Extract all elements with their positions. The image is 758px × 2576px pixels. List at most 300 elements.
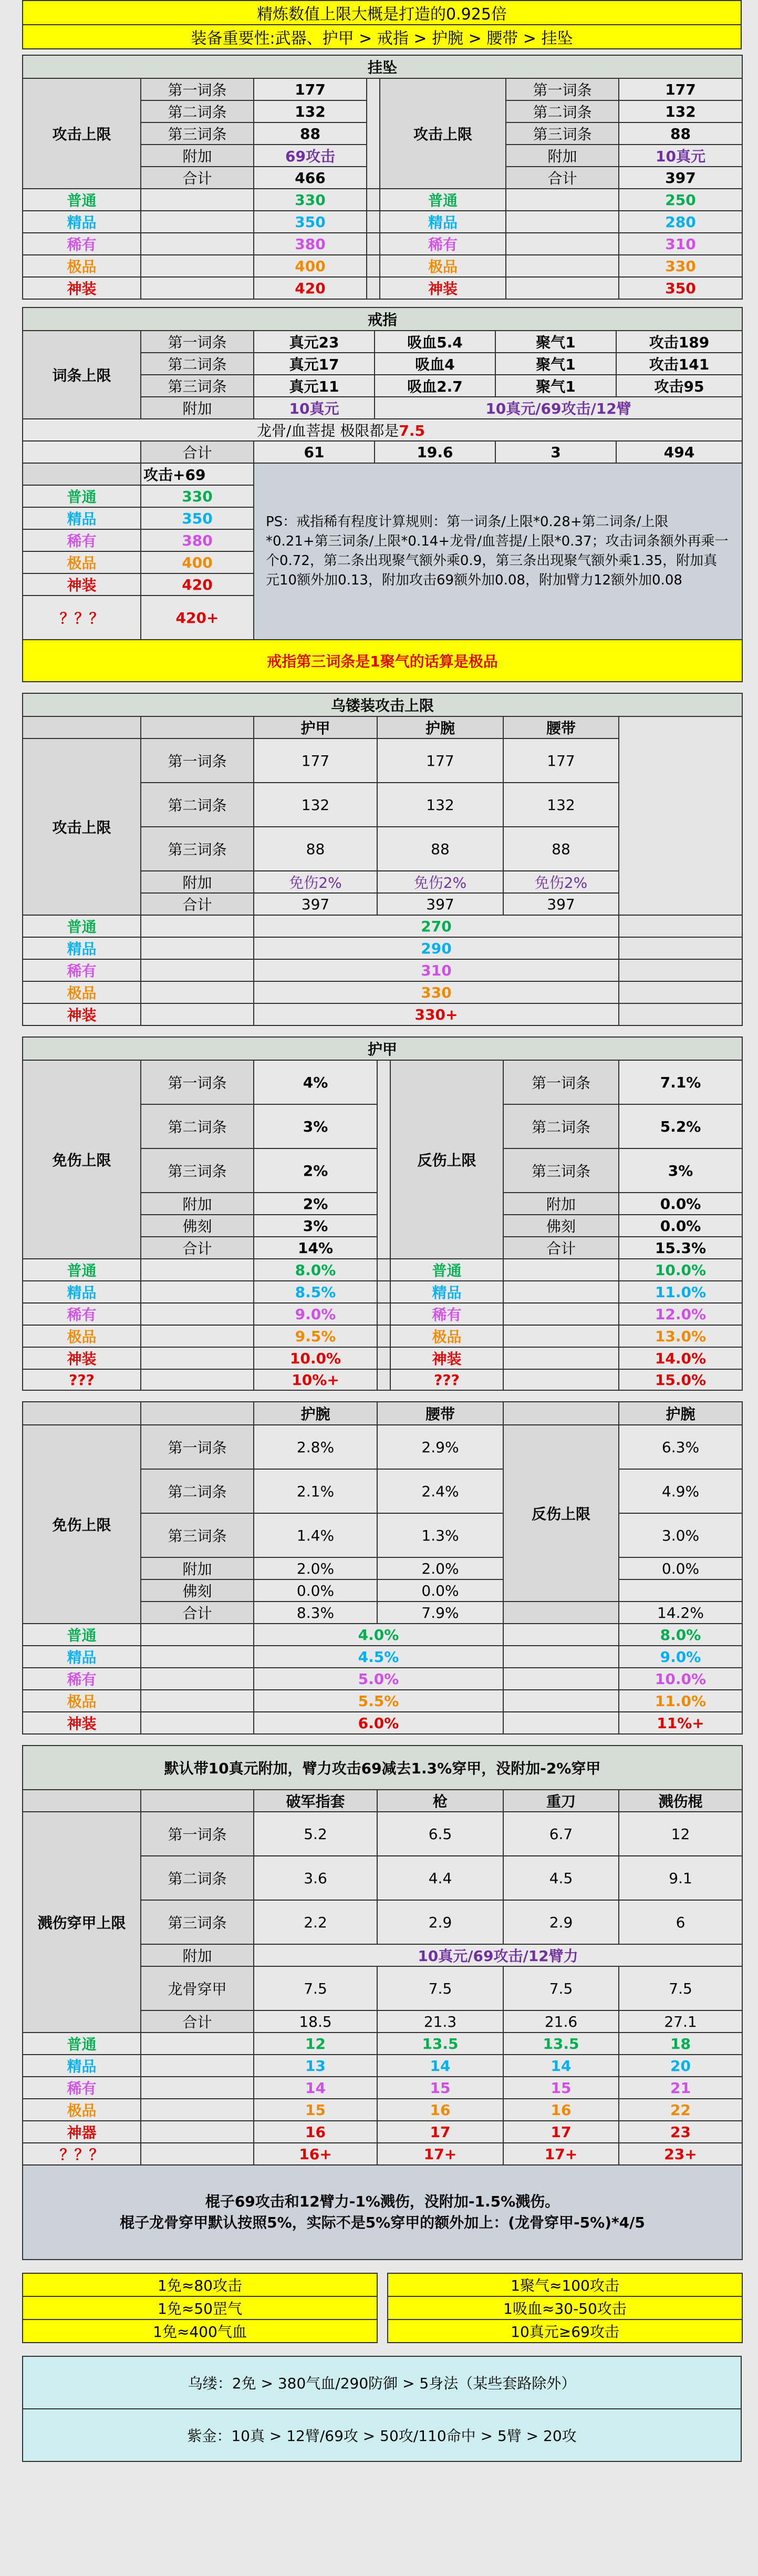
tier-value: 330: [141, 485, 254, 507]
value-cell: 132: [254, 783, 377, 827]
weapon-table: [22, 1745, 743, 2260]
tier-value: 9.0%: [254, 1303, 377, 1325]
tier-label: 普通: [23, 2033, 141, 2055]
row-label: 第一词条: [141, 331, 254, 353]
ring-cell: 吸血4: [375, 353, 495, 375]
armor-title: 护甲: [23, 1037, 742, 1060]
tier-value: 5.0%: [254, 1668, 503, 1690]
ring-total: 19.6: [375, 441, 495, 463]
row-label: 合计: [141, 893, 254, 915]
col-header: 重刀: [503, 1790, 619, 1812]
extra-cell: 免伤2%: [377, 871, 503, 893]
row-label: 佛刻: [141, 1579, 254, 1602]
total-cell: 21.6: [503, 2010, 619, 2033]
tier-value: 17: [377, 2121, 503, 2143]
ring-banner: 戒指第三词条是1聚气的话算是极品: [23, 640, 742, 682]
value-cell: 4.4: [377, 1856, 503, 1900]
weapon-banner: 默认带10真元附加，臂力攻击69减去1.3%穿甲，没附加-2%穿甲: [23, 1746, 742, 1790]
armor-right-label: 反伤上限: [390, 1060, 503, 1259]
tier-label: 精品: [23, 937, 141, 959]
ring-cell: 聚气1: [495, 353, 616, 375]
ring-total: 494: [616, 441, 742, 463]
ring-title: 戒指: [23, 307, 742, 331]
value-cell: 5.2: [254, 1812, 377, 1856]
wrist-belt-table: [22, 1401, 743, 1735]
attack-head: 攻击+69: [141, 463, 254, 485]
row-label: 附加: [503, 1193, 619, 1215]
total-cell: 14%: [254, 1237, 377, 1259]
col-header: 护腕: [377, 716, 503, 738]
tier-value: 310: [254, 959, 619, 981]
tier-label: 神器: [23, 2121, 141, 2143]
value-cell: 6.7: [503, 1812, 619, 1856]
tier-value: 16: [254, 2121, 377, 2143]
tier-label: 极品: [23, 551, 141, 573]
weapon-group-label: 溅伤穿甲上限: [23, 1812, 141, 2033]
tier-value: 280: [619, 211, 742, 233]
value-cell: 177: [254, 78, 367, 100]
total-cell: 8.3%: [254, 1602, 377, 1624]
value-cell: 3%: [619, 1148, 742, 1193]
tier-label: 普通: [23, 189, 141, 211]
value-cell: 2.9%: [377, 1425, 503, 1469]
ring-cell: 聚气1: [495, 375, 616, 397]
tier-value: 20: [619, 2055, 742, 2077]
pendant-left-group-label: 攻击上限: [23, 78, 141, 189]
header-table: [22, 0, 742, 49]
row-label: 第二词条: [503, 1104, 619, 1148]
tier-value: 14.0%: [619, 1347, 742, 1369]
total-cell: 18.5: [254, 2010, 377, 2033]
value-cell: 0.0%: [619, 1215, 742, 1237]
spreadsheet: [22, 0, 742, 2462]
value-cell: 1.4%: [254, 1513, 377, 1557]
col-header: 溅伤棍: [619, 1790, 742, 1812]
tier-value: 400: [254, 255, 367, 277]
tier-value: 17: [503, 2121, 619, 2143]
value-cell: 3%: [254, 1215, 377, 1237]
ring-total: 61: [254, 441, 375, 463]
row-label: 第二词条: [141, 783, 254, 827]
tier-value: 8.0%: [619, 1624, 742, 1646]
tier-value: 420: [141, 573, 254, 596]
value-cell: 3%: [254, 1104, 377, 1148]
tier-value: 9.0%: [619, 1646, 742, 1668]
conversion-left: 1免≈400气血: [23, 2320, 377, 2343]
ring-cell: 聚气1: [495, 331, 616, 353]
row-label: 第一词条: [141, 78, 254, 100]
tier-value: 10.0%: [619, 1668, 742, 1690]
pendant-table: [22, 55, 743, 300]
tier-label: 稀有: [23, 233, 141, 255]
weapon-note-1: 棍子69攻击和12臂力-1%溅伤，没附加-1.5%溅伤。: [205, 2193, 560, 2211]
row-label: 第一词条: [503, 1060, 619, 1104]
tier-value: 350: [254, 211, 367, 233]
tier-value: 330: [619, 255, 742, 277]
tier-value: 270: [254, 915, 619, 937]
value-cell: 2.4%: [377, 1469, 503, 1513]
tier-label: 精品: [23, 1281, 141, 1303]
value-cell: 132: [619, 100, 742, 122]
col-header: 护腕: [254, 1402, 377, 1425]
tier-value: 10.0%: [254, 1347, 377, 1369]
row-label: 附加: [141, 145, 254, 167]
tier-label: 神装: [23, 1347, 141, 1369]
row-label: 附加: [141, 871, 254, 893]
tier-value: 17+: [503, 2143, 619, 2165]
row-label: 第一词条: [141, 1812, 254, 1856]
conversion-table: [22, 2273, 743, 2343]
wulou-table: [22, 693, 743, 1026]
value-cell: 88: [619, 122, 742, 145]
conversion-left: 1免≈50罡气: [23, 2296, 377, 2320]
row-label: 第三词条: [503, 1148, 619, 1193]
row-label: 佛刻: [141, 1215, 254, 1237]
row-label: 第三词条: [141, 1513, 254, 1557]
wrist-left-label: 免伤上限: [23, 1425, 141, 1624]
priority-table: [22, 2356, 742, 2462]
row-label: 龙骨穿甲: [141, 1966, 254, 2010]
pendant-right-group-label: 攻击上限: [380, 78, 506, 189]
value-cell: 7.1%: [619, 1060, 742, 1104]
row-label: 第二词条: [141, 1856, 254, 1900]
pendant-title: 挂坠: [23, 55, 742, 78]
tier-label: ???: [390, 1369, 503, 1390]
page-title: 精炼数值上限大概是打造的0.925倍: [23, 1, 741, 25]
value-cell: 6.3%: [619, 1425, 742, 1469]
value-cell: 132: [377, 783, 503, 827]
row-label: 第三词条: [141, 1900, 254, 1944]
armor-table: [22, 1036, 743, 1391]
row-label: 合计: [141, 1602, 254, 1624]
ring-cell: 真元17: [254, 353, 375, 375]
tier-value: 17+: [377, 2143, 503, 2165]
tier-value: 16: [503, 2099, 619, 2121]
row-label: 第三词条: [141, 827, 254, 871]
value-cell: 2.9: [377, 1900, 503, 1944]
row-label: 第二词条: [141, 1104, 254, 1148]
priority-wulou: 乌缕：2免 > 380气血/290防御 > 5身法（某些套路除外）: [23, 2356, 741, 2409]
value-cell: 2.9: [503, 1900, 619, 1944]
row-label: 第一词条: [506, 78, 619, 100]
total-cell: 21.3: [377, 2010, 503, 2033]
value-cell: 88: [377, 827, 503, 871]
tier-value: 310: [619, 233, 742, 255]
tier-value: 10.0%: [619, 1259, 742, 1281]
tier-label: 普通: [390, 1259, 503, 1281]
tier-value: 16+: [254, 2143, 377, 2165]
tier-value: 23: [619, 2121, 742, 2143]
tier-value: 6.0%: [254, 1712, 503, 1734]
col-header: 腰带: [503, 716, 619, 738]
value-cell: 4.9%: [619, 1469, 742, 1513]
conversion-right: 1聚气≈100攻击: [388, 2273, 742, 2296]
ring-cell: 攻击95: [616, 375, 742, 397]
tier-label: 普通: [23, 915, 141, 937]
tier-label: 极品: [23, 1325, 141, 1347]
col-header: 护甲: [254, 716, 377, 738]
tier-value: 330: [254, 189, 367, 211]
tier-label: 极品: [380, 255, 506, 277]
value-cell: 177: [619, 78, 742, 100]
tier-label: ？？？: [23, 2143, 141, 2165]
tier-label: 神装: [23, 1003, 141, 1025]
tier-value: 22: [619, 2099, 742, 2121]
column-divider: [367, 78, 380, 189]
tier-label: 普通: [23, 1624, 141, 1646]
total-cell: 7.9%: [377, 1602, 503, 1624]
bone-note-value: 7.5: [399, 422, 425, 439]
value-cell: 177: [254, 738, 377, 783]
tier-label: 稀有: [23, 1303, 141, 1325]
ring-group-label: 词条上限: [23, 331, 141, 419]
tier-value: 11.0%: [619, 1281, 742, 1303]
row-label: 佛刻: [503, 1215, 619, 1237]
tier-label: 稀有: [23, 2077, 141, 2099]
row-label: 第三词条: [141, 1148, 254, 1193]
conversion-left: 1免≈80攻击: [23, 2273, 377, 2296]
conversion-right: 10真元≥69攻击: [388, 2320, 742, 2343]
row-label: 合计: [141, 167, 254, 189]
tier-value: 250: [619, 189, 742, 211]
tier-value: 21: [619, 2077, 742, 2099]
tier-value: 12: [254, 2033, 377, 2055]
value-cell: 7.5: [619, 1966, 742, 2010]
tier-label: 极品: [23, 981, 141, 1003]
tier-value: 400: [141, 551, 254, 573]
tier-value: 11.0%: [619, 1690, 742, 1712]
tier-value: 4.5%: [254, 1646, 503, 1668]
wrist-right-label: 反伤上限: [503, 1425, 619, 1602]
total-cell: 466: [254, 167, 367, 189]
value-cell: 0.0%: [619, 1557, 742, 1579]
col-header: 腰带: [377, 1402, 503, 1425]
tier-label: 精品: [390, 1281, 503, 1303]
ring-total: 3: [495, 441, 616, 463]
total-cell: 27.1: [619, 2010, 742, 2033]
tier-label: 精品: [380, 211, 506, 233]
row-label: 合计: [506, 167, 619, 189]
tier-value: 290: [254, 937, 619, 959]
bone-note-text: 龙骨/血菩提 极限都是: [257, 422, 399, 439]
tier-label: 极品: [23, 2099, 141, 2121]
ring-table: [22, 307, 743, 682]
row-label: 第三词条: [506, 122, 619, 145]
value-cell: 2.0%: [377, 1557, 503, 1579]
value-cell: 88: [254, 122, 367, 145]
weapon-notes: [23, 2165, 742, 2260]
ring-cell: 吸血2.7: [375, 375, 495, 397]
tier-label: 神装: [380, 277, 506, 299]
tier-label: 神装: [23, 1712, 141, 1734]
value-cell: 2%: [254, 1193, 377, 1215]
row-label: 第二词条: [141, 1469, 254, 1513]
tier-label: 普通: [23, 485, 141, 507]
value-cell: 0.0%: [619, 1193, 742, 1215]
tier-value: 11%+: [619, 1712, 742, 1734]
wulou-group-label: 攻击上限: [23, 738, 141, 915]
value-cell: 88: [503, 827, 619, 871]
bone-note: [254, 419, 742, 441]
value-cell: 3.0%: [619, 1513, 742, 1557]
conversion-right: 1吸血≈30-50攻击: [388, 2296, 742, 2320]
ring-ps-note: PS：戒指稀有程度计算规则：第一词条/上限*0.28+第二词条/上限*0.21+第三词条/上限*0.14+龙骨/血菩提/上限*0.37；攻击词条额外再乘一个0.72，第二条出现聚气额外乘0.9，第三条出现聚气额外乘1.35，附加真元10额外加0.13，附加攻击69额外加0.08，附加臂力12额外加0.08: [254, 463, 742, 640]
total-cell: 397: [619, 167, 742, 189]
row-label: 附加: [141, 1557, 254, 1579]
value-cell: 4.5: [503, 1856, 619, 1900]
tier-label: 极品: [390, 1325, 503, 1347]
tier-value: 13.5: [503, 2033, 619, 2055]
col-header: 枪: [377, 1790, 503, 1812]
wulou-title: 乌镂装攻击上限: [23, 693, 742, 716]
tier-value: 23+: [619, 2143, 742, 2165]
tier-value: 8.5%: [254, 1281, 377, 1303]
tier-label: ???: [23, 1369, 141, 1390]
col-header: 护腕: [619, 1402, 742, 1425]
tier-value: 420+: [141, 596, 254, 640]
row-label: 附加: [141, 1944, 254, 1966]
tier-label: 稀有: [380, 233, 506, 255]
value-cell: 4%: [254, 1060, 377, 1104]
tier-value: 15: [377, 2077, 503, 2099]
row-label: 附加: [141, 1193, 254, 1215]
value-cell: 2.8%: [254, 1425, 377, 1469]
tier-label: 普通: [23, 1259, 141, 1281]
tier-value: 16: [377, 2099, 503, 2121]
row-label: 第三词条: [141, 375, 254, 397]
total-cell: 397: [503, 893, 619, 915]
value-cell: 7.5: [377, 1966, 503, 2010]
tier-value: 14: [503, 2055, 619, 2077]
tier-value: 14: [254, 2077, 377, 2099]
tier-label: 极品: [23, 255, 141, 277]
tier-value: 13.5: [377, 2033, 503, 2055]
tier-value: 380: [254, 233, 367, 255]
ring-cell: 攻击189: [616, 331, 742, 353]
row-label: 合计: [141, 2010, 254, 2033]
tier-label: 神装: [23, 573, 141, 596]
extra-cell: 10真元: [619, 145, 742, 167]
value-cell: 132: [254, 100, 367, 122]
row-label: 第一词条: [141, 1060, 254, 1104]
value-cell: 88: [254, 827, 377, 871]
page-subtitle: 装备重要性:武器、护甲 > 戒指 > 护腕 > 腰带 > 挂坠: [23, 25, 741, 49]
tier-value: 4.0%: [254, 1624, 503, 1646]
row-label: 合计: [141, 441, 254, 463]
value-cell: 9.1: [619, 1856, 742, 1900]
tier-value: 12.0%: [619, 1303, 742, 1325]
tier-label: 神装: [390, 1347, 503, 1369]
row-label: 第二词条: [141, 353, 254, 375]
tier-label: 稀有: [23, 529, 141, 551]
value-cell: 3.6: [254, 1856, 377, 1900]
row-label: 附加: [506, 145, 619, 167]
value-cell: 1.3%: [377, 1513, 503, 1557]
row-label: 第一词条: [141, 738, 254, 783]
tier-value: 9.5%: [254, 1325, 377, 1347]
tier-label: 精品: [23, 507, 141, 529]
tier-value: 13: [254, 2055, 377, 2077]
value-cell: 6.5: [377, 1812, 503, 1856]
row-label: 第二词条: [141, 100, 254, 122]
value-cell: 132: [503, 783, 619, 827]
ring-cell: 真元23: [254, 331, 375, 353]
armor-left-label: 免伤上限: [23, 1060, 141, 1259]
tier-label: 稀有: [390, 1303, 503, 1325]
tier-label: ？？？: [23, 596, 141, 640]
ring-cell: 真元11: [254, 375, 375, 397]
extra-cell: 免伤2%: [503, 871, 619, 893]
tier-value: 420: [254, 277, 367, 299]
ring-extra: 10真元: [254, 397, 375, 419]
tier-label: 普通: [380, 189, 506, 211]
tier-label: 稀有: [23, 959, 141, 981]
total-cell: 397: [377, 893, 503, 915]
value-cell: 6: [619, 1900, 742, 1944]
value-cell: 7.5: [254, 1966, 377, 2010]
ring-cell: 吸血5.4: [375, 331, 495, 353]
row-label: 第二词条: [506, 100, 619, 122]
tier-label: 精品: [23, 211, 141, 233]
value-cell: [619, 1579, 742, 1602]
total-cell: 15.3%: [619, 1237, 742, 1259]
value-cell: 12: [619, 1812, 742, 1856]
value-cell: 177: [503, 738, 619, 783]
value-cell: 7.5: [503, 1966, 619, 2010]
ring-extra: 10真元/69攻击/12臂: [375, 397, 742, 419]
col-header: 破军指套: [254, 1790, 377, 1812]
tier-value: 13.0%: [619, 1325, 742, 1347]
tier-value: 5.5%: [254, 1690, 503, 1712]
row-label: 合计: [503, 1237, 619, 1259]
total-cell: 397: [254, 893, 377, 915]
ring-cell: 攻击141: [616, 353, 742, 375]
extra-cell: 免伤2%: [254, 871, 377, 893]
tier-value: 10%+: [254, 1369, 377, 1390]
tier-label: 精品: [23, 1646, 141, 1668]
tier-value: 15.0%: [619, 1369, 742, 1390]
tier-value: 14: [377, 2055, 503, 2077]
value-cell: 2.2: [254, 1900, 377, 1944]
weapon-note-2: 棍子龙骨穿甲默认按照5%，实际不是5%穿甲的额外加上：(龙骨穿甲-5%)*4/5: [120, 2214, 645, 2231]
tier-label: 极品: [23, 1690, 141, 1712]
row-label: 附加: [141, 397, 254, 419]
value-cell: 177: [377, 738, 503, 783]
tier-value: 8.0%: [254, 1259, 377, 1281]
tier-label: 神装: [23, 277, 141, 299]
tier-value: 330+: [254, 1003, 619, 1025]
tier-value: 380: [141, 529, 254, 551]
value-cell: 2.1%: [254, 1469, 377, 1513]
row-label: 第一词条: [141, 1425, 254, 1469]
weapon-extra: 10真元/69攻击/12臂力: [254, 1944, 742, 1966]
tier-label: 稀有: [23, 1668, 141, 1690]
tier-value: 350: [141, 507, 254, 529]
tier-value: 15: [254, 2099, 377, 2121]
value-cell: 2%: [254, 1148, 377, 1193]
total-cell: 14.2%: [619, 1602, 742, 1624]
value-cell: 0.0%: [254, 1579, 377, 1602]
tier-value: 350: [619, 277, 742, 299]
value-cell: 0.0%: [377, 1579, 503, 1602]
value-cell: 2.0%: [254, 1557, 377, 1579]
extra-cell: 69攻击: [254, 145, 367, 167]
value-cell: 5.2%: [619, 1104, 742, 1148]
tier-value: 15: [503, 2077, 619, 2099]
tier-label: 精品: [23, 2055, 141, 2077]
tier-value: 330: [254, 981, 619, 1003]
priority-zijin: 紫金：10真 > 12臂/69攻 > 50攻/110命中 > 5臂 > 20攻: [23, 2409, 741, 2461]
